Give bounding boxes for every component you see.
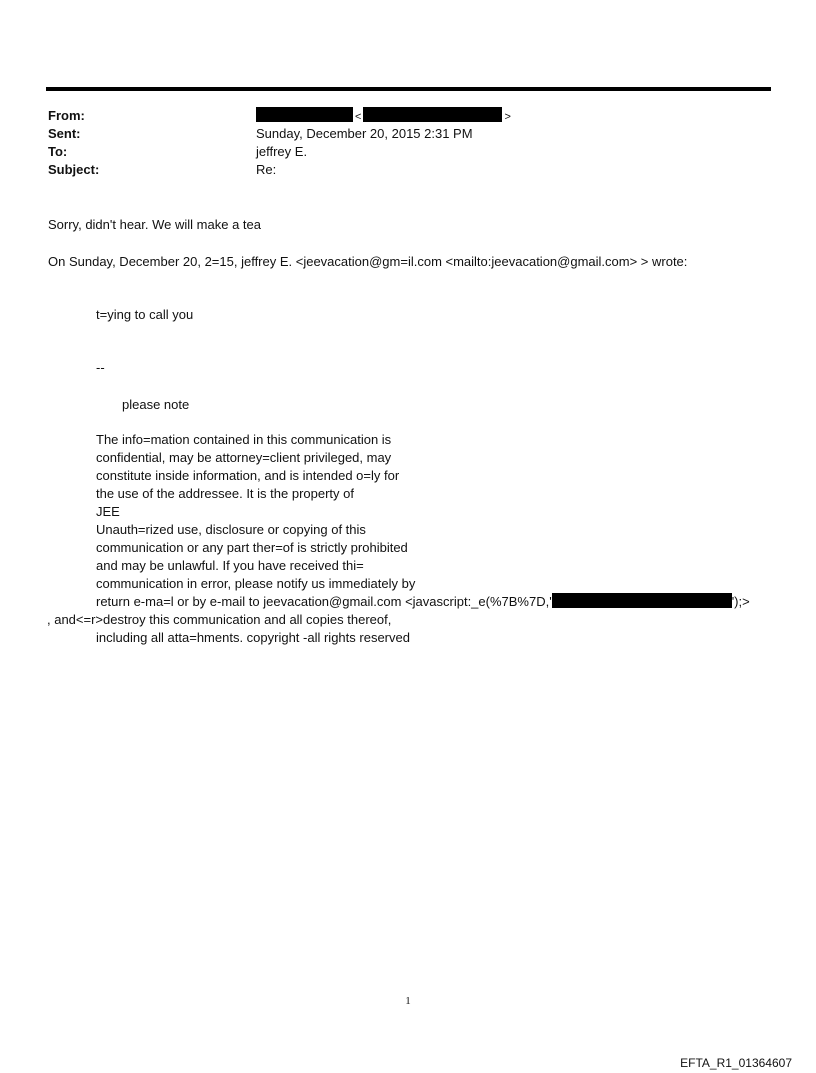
disclaimer-line: communication in error, please notify us immediately by [96,576,416,591]
please-note: please note [122,397,190,412]
return-line [96,593,750,611]
sent-value: Sunday, December 20, 2015 2:31 PM [256,126,473,141]
redacted-sender-email [363,107,502,122]
disclaimer-line: Unauth=rized use, disclosure or copying of this [96,522,366,537]
bates-number: EFTA_R1_01364607 [680,1056,792,1070]
from-bracket-open: < [355,111,362,123]
subject-label: Subject: [48,162,100,177]
quote-intro: On Sunday, December 20, 2=15, jeffrey E. <jeevacation@gm=il.com <mailto:jeevacation@gmail.com> > wrote: [48,254,688,269]
signature-separator: -- [96,360,105,375]
return-line-suffix: ');> [731,594,750,609]
final-line: including all atta=hments. copyright -all rights reserved [96,630,410,645]
disclaimer-line: JEE [96,504,120,519]
from-label: From: [48,108,85,123]
disclaimer-line: and may be unlawful. If you have received thi= [96,558,364,573]
disclaimer-line: The info=mation contained in this communication is [96,432,392,447]
subject-value: Re: [256,162,277,177]
disclaimer-line: the use of the addressee. It is the property of [96,486,354,501]
reply-text: Sorry, didn't hear. We will make a tea [48,217,261,232]
disclaimer-line: constitute inside information, and is intended o=ly for [96,468,400,483]
destroy-line: , and<=r>destroy this communication and all copies thereof, [47,612,392,627]
return-line-prefix: return e-ma=l or by e-mail to jeevacation@gmail.com <javascript:_e(%7B%7D,' [96,594,552,609]
to-value: jeffrey E. [256,144,308,159]
disclaimer-line: confidential, may be attorney=client privileged, may [96,450,392,465]
redacted-link [552,593,732,608]
disclaimer-line: communication or any part ther=of is strictly prohibited [96,540,408,555]
from-bracket-close: > [504,111,511,123]
header-rule [46,87,771,91]
page-number: 1 [405,995,411,1007]
from-value [256,107,513,126]
to-label: To: [48,144,68,159]
quoted-message: t=ying to call you [96,307,194,322]
redacted-sender-name [256,107,353,122]
sent-label: Sent: [48,126,81,141]
